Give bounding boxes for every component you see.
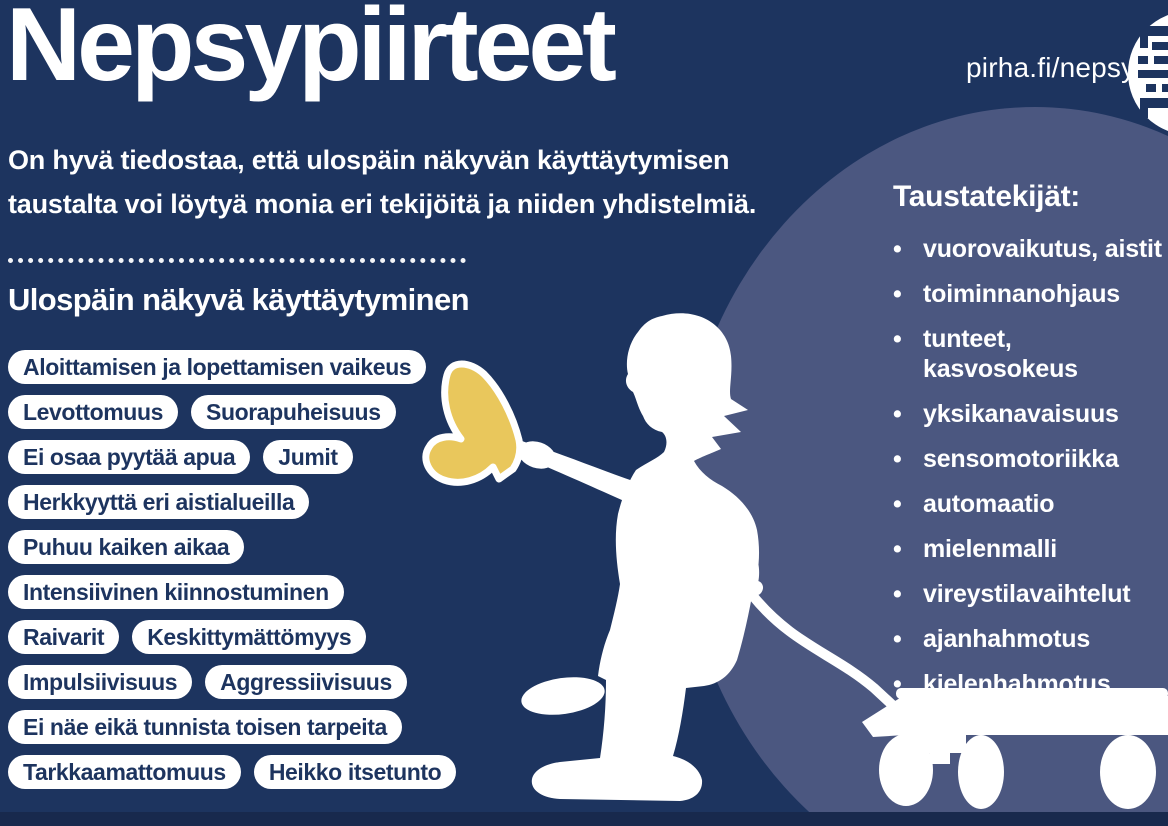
intro-line-1: On hyvä tiedostaa, että ulospäin näkyvän käyttäytymisen [8, 145, 730, 175]
behavior-pill-row [8, 575, 344, 609]
bottom-band [0, 812, 1168, 826]
factor-item-label: mielenmalli [923, 535, 1057, 563]
bullet-dot: • [893, 445, 902, 473]
behavior-pill: Tarkkaamattomuus [8, 755, 241, 789]
factor-item-label: vuorovaikutus, aistit [923, 235, 1162, 263]
behavior-pill: Heikko itsetunto [254, 755, 457, 789]
factor-item-label: ajanhahmotus [923, 625, 1091, 653]
behavior-pill: Aloittamisen ja lopettamisen vaikeus [8, 350, 426, 384]
behavior-pill: Ei osaa pyytää apua [8, 440, 250, 474]
behavior-pill-row [8, 440, 353, 474]
intro-line-2: taustalta voi löytyä monia eri tekijöitä ja niiden yhdistelmiä. [8, 189, 757, 219]
factor-item-label: vireystilavaihtelut [923, 580, 1131, 608]
behavior-pill: Herkkyyttä eri aistialueilla [8, 485, 309, 519]
factor-item [893, 624, 1168, 654]
behavior-pill: Levottomuus [8, 395, 178, 429]
factor-item [893, 324, 1168, 384]
behavior-pill-row [8, 620, 366, 654]
behavior-pill-row [8, 485, 309, 519]
factor-item [893, 279, 1168, 309]
behavior-pill-row [8, 350, 426, 384]
factor-item [893, 234, 1168, 264]
bullet-dot: • [893, 535, 902, 563]
behavior-pill-row [8, 665, 407, 699]
behavior-pill-row [8, 530, 244, 564]
factors-heading: Taustatekijät: [893, 180, 1080, 213]
factor-item-label: sensomotoriikka [923, 445, 1119, 473]
factor-item-label: automaatio [923, 490, 1055, 518]
factor-item [893, 444, 1168, 474]
behavior-pill-list [8, 350, 456, 789]
child-silhouette [503, 313, 765, 801]
factor-item [893, 534, 1168, 564]
factor-item [893, 579, 1168, 609]
behavior-pill: Aggressiivisuus [205, 665, 407, 699]
behavior-pill: Raivarit [8, 620, 119, 654]
behavior-pill: Suorapuheisuus [191, 395, 396, 429]
behavior-pill-row [8, 710, 402, 744]
behavior-pill: Impulsiivisuus [8, 665, 192, 699]
factor-item-label: tunteet, kasvosokeus [923, 325, 1078, 383]
bullet-dot: • [893, 400, 902, 428]
bullet-dot: • [893, 625, 902, 653]
page-title: Nepsypiirteet [6, 0, 613, 103]
bullet-dot: • [893, 235, 902, 263]
factor-item-label: toiminnanohjaus [923, 280, 1121, 308]
behavior-pill: Ei näe eikä tunnista toisen tarpeita [8, 710, 402, 744]
behaviors-heading: Ulospäin näkyvä käyttäytyminen [8, 282, 469, 317]
behavior-pill: Puhuu kaiken aikaa [8, 530, 244, 564]
bullet-dot: • [893, 580, 902, 608]
intro-text [8, 138, 788, 226]
behavior-pill-row [8, 755, 456, 789]
website-url-label: pirha.fi/nepsy [966, 52, 1136, 83]
bullet-dot: • [893, 325, 902, 353]
behavior-pill-row [8, 395, 396, 429]
behavior-pill: Intensiivinen kiinnostuminen [8, 575, 344, 609]
behavior-pill: Jumit [263, 440, 352, 474]
factor-item-label: yksikanavaisuus [923, 400, 1119, 428]
factor-item [893, 669, 1168, 699]
factor-item-label: kielenhahmotus [923, 670, 1111, 698]
bullet-dot: • [893, 490, 902, 518]
bullet-dot: • [893, 280, 902, 308]
bullet-dot: • [893, 670, 902, 698]
factor-item [893, 489, 1168, 519]
factor-item [893, 399, 1168, 429]
behavior-pill: Keskittymättömyys [132, 620, 366, 654]
factors-list [893, 234, 1168, 714]
dotted-divider [8, 258, 466, 263]
